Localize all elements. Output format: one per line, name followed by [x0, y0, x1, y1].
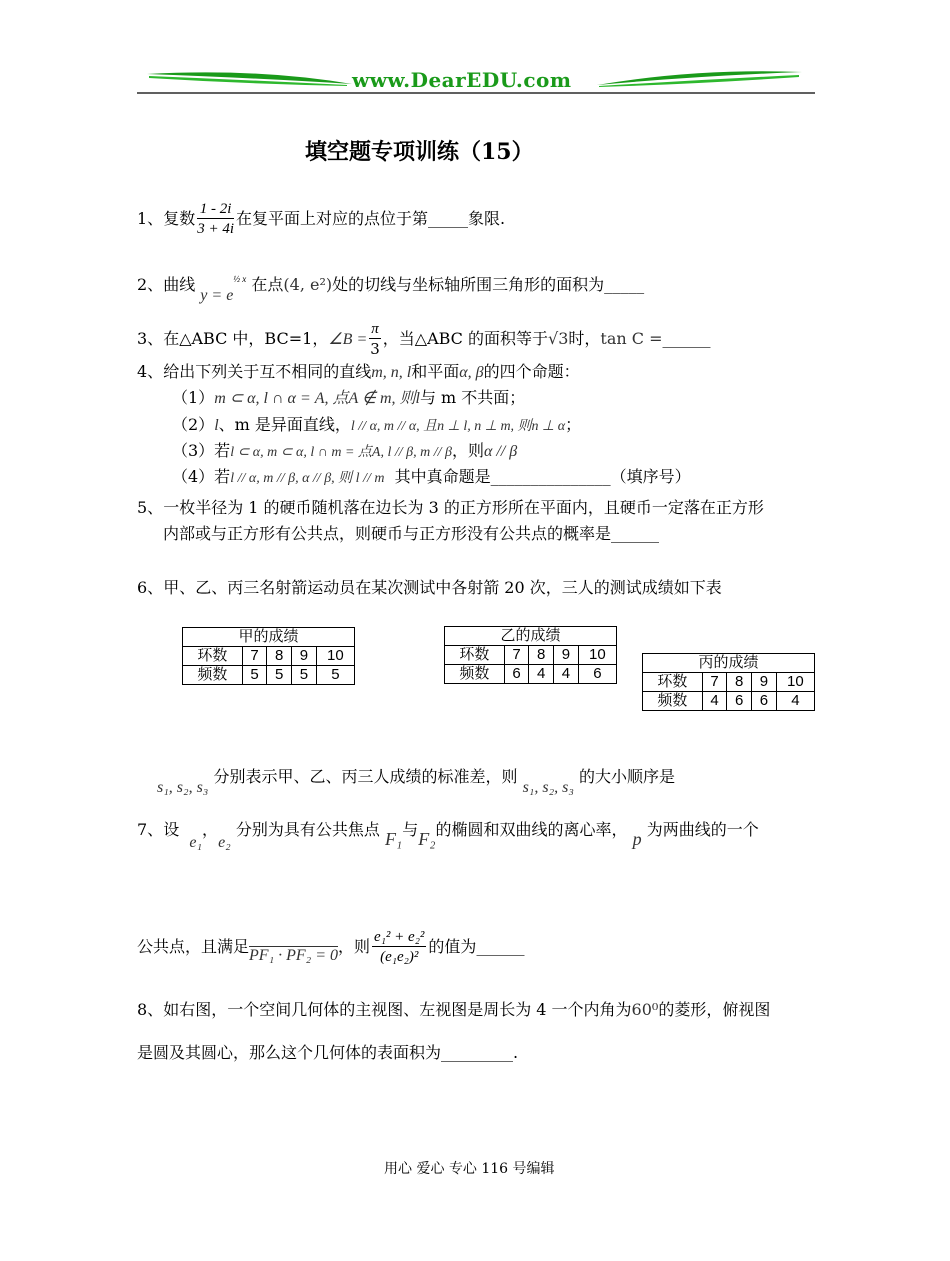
table-cell: 10 [578, 646, 616, 665]
table-cell: 环数 [445, 646, 505, 665]
table-row [445, 665, 617, 684]
question-7 [137, 818, 759, 851]
table-cell: 10 [776, 673, 814, 692]
question-text: 象限. [468, 209, 506, 228]
question-number: 4、 [137, 362, 164, 381]
table-cell: 环数 [183, 647, 243, 666]
question-text: 的椭圆和双曲线的离心率， [435, 820, 628, 839]
math-expression: y = e [200, 287, 234, 304]
question-number: 7、 [137, 820, 164, 839]
math-expression: ∠B = [328, 331, 368, 348]
answer-blank: ______ [611, 524, 660, 543]
score-table-jia [182, 627, 355, 685]
question-text: 分别表示甲、乙、丙三人成绩的标准差，则 [213, 767, 518, 786]
table-row [183, 666, 355, 685]
table-cell: 7 [702, 673, 727, 692]
table-cell: 4 [529, 665, 554, 684]
table-cell: 9 [554, 646, 579, 665]
table-row [183, 647, 355, 666]
table-cell: 5 [267, 666, 292, 685]
fraction [372, 928, 426, 967]
page-title: 填空题专项训练（15） [305, 139, 534, 165]
question-text: 给出下列关于互不相同的直线 [163, 362, 372, 381]
question-text: 曲线 [163, 275, 196, 294]
question-text: 如右图，一个空间几何体的主视图、左视图是周长为 4 一个内角为 [163, 1000, 632, 1019]
question-number: 8、 [137, 1000, 164, 1019]
table-cell: 6 [578, 665, 616, 684]
item-label: （4）若 [172, 467, 231, 486]
table-cell: 5 [242, 666, 267, 685]
question-number: 2、 [137, 275, 164, 294]
table-title: 乙的成绩 [445, 627, 617, 646]
answer-blank: ______ [476, 937, 525, 956]
proposition-2 [172, 414, 581, 438]
question-text: 甲、乙、丙三名射箭运动员在某次测试中各射箭 20 次，三人的测试成绩如下表 [163, 578, 722, 597]
question-text: 和平面 [411, 362, 460, 381]
table-title: 丙的成绩 [643, 654, 815, 673]
table-title: 甲的成绩 [183, 628, 355, 647]
table-row [643, 692, 815, 711]
question-5 [137, 497, 764, 519]
question-number: 6、 [137, 578, 164, 597]
logo-text: www.DearEDU.com [352, 68, 572, 92]
math-expression: s₁, s₂, s₃ [522, 779, 574, 796]
item-label: （2） [172, 415, 215, 434]
table-cell: 8 [529, 646, 554, 665]
question-text: 的四个命题： [483, 362, 580, 381]
question-8 [137, 999, 770, 1021]
math-exponent: ½ x [233, 274, 247, 284]
math-expression: F₁ [384, 829, 403, 849]
question-text: 公共点，且满足 [137, 937, 250, 956]
table-row [445, 646, 617, 665]
proposition-1 [172, 387, 525, 410]
proposition-4 [172, 466, 691, 490]
question-text: 在△ABC 中，BC=1， [163, 329, 329, 348]
fraction-numerator: 1 - 2i [197, 200, 234, 219]
math-expression: l [214, 417, 219, 434]
math-expression: l // α, m // α, 且n ⊥ l, n ⊥ m, 则n ⊥ α [350, 419, 566, 434]
proposition-3 [172, 440, 517, 464]
table-cell: 6 [504, 665, 529, 684]
question-8-line2 [137, 1042, 518, 1064]
table-cell: 4 [702, 692, 727, 711]
question-7-line2 [137, 928, 524, 967]
fraction-denominator: (e₁e₂)² [380, 949, 419, 965]
math-expression: 60⁰ [631, 1000, 659, 1019]
question-5-line2 [163, 523, 659, 545]
math-expression: α // β [483, 443, 518, 460]
question-text: 其中真命题是 [394, 467, 491, 486]
math-expression: √3 [548, 329, 569, 348]
question-2 [137, 268, 645, 304]
table-cell: 9 [292, 647, 317, 666]
question-text: 为两曲线的一个 [646, 820, 759, 839]
math-expression: m ⊂ α, l ∩ α = A, 点A ∉ m, 则 [214, 390, 416, 407]
answer-blank: _____ [428, 209, 469, 228]
question-text: ，则 [338, 937, 371, 956]
question-text: ， [202, 820, 219, 839]
fraction [197, 200, 234, 239]
question-text: 复数 [163, 209, 196, 228]
table-cell: 7 [242, 647, 267, 666]
table-cell: 6 [727, 692, 752, 711]
table-cell: 6 [752, 692, 777, 711]
table-cell: 5 [316, 666, 354, 685]
table-row [643, 673, 815, 692]
math-expression: e₁ [189, 834, 203, 851]
question-number: 5、 [137, 498, 164, 517]
question-text: 的菱形，俯视图 [658, 1000, 771, 1019]
math-expression: m, n, l [371, 364, 412, 381]
table-cell: 频数 [445, 665, 505, 684]
answer-blank: _____ [604, 275, 645, 294]
answer-blank: _______________ [490, 467, 611, 486]
question-text: 的值为 [428, 937, 477, 956]
question-4 [137, 361, 580, 384]
question-text: ； [565, 415, 582, 434]
answer-blank: _________ [441, 1043, 514, 1062]
math-expression: (4, e²) [283, 275, 333, 294]
question-text: ，当△ABC 的面积等于 [382, 329, 549, 348]
question-text: 、m 是异面直线， [218, 415, 351, 434]
table-cell: 7 [504, 646, 529, 665]
math-expression: e₂ [218, 834, 231, 851]
score-table-bing [642, 653, 815, 711]
math-expression: l // α, m // β, α // β, 则 l // m [230, 471, 385, 486]
table-cell: 4 [776, 692, 814, 711]
math-expression: tan C = [600, 329, 663, 348]
question-text: 设 [163, 820, 180, 839]
item-label: （1） [172, 388, 215, 407]
question-text: ，则 [451, 441, 484, 460]
question-text: 的大小顺序是 [579, 767, 676, 786]
fraction-denominator: 3 + 4i [197, 221, 234, 237]
table-cell: 频数 [183, 666, 243, 685]
table-cell: 5 [292, 666, 317, 685]
header-logo [137, 66, 815, 96]
question-text: . [513, 1043, 519, 1062]
question-text: 内部或与正方形有公共点，则硬币与正方形没有公共点的概率是 [163, 524, 612, 543]
item-label: （3）若 [172, 441, 231, 460]
question-1 [137, 200, 505, 239]
page-footer: 用心 爱心 专心 116 号编辑 [384, 1161, 555, 1177]
math-expression: F₂ [418, 829, 436, 849]
question-text: 在点 [251, 275, 284, 294]
answer-blank: ______ [662, 329, 711, 348]
question-text: 时， [568, 329, 601, 348]
question-text: 在复平面上对应的点位于第 [236, 209, 429, 228]
question-text: 与 m 不共面； [419, 388, 526, 407]
table-cell: 8 [267, 647, 292, 666]
math-expression: p [632, 829, 642, 849]
question-text: 与 [402, 820, 419, 839]
math-expression: PF₁ · PF₂ = 0 [249, 947, 339, 964]
question-text: 处的切线与坐标轴所围三角形的面积为 [332, 275, 605, 294]
question-number: 1、 [137, 209, 164, 228]
table-cell: 9 [752, 673, 777, 692]
question-3 [137, 320, 711, 359]
math-expression: s₁, s₂, s₃ [157, 779, 209, 796]
question-6 [137, 577, 722, 599]
math-expression: l [415, 390, 420, 407]
table-cell: 频数 [643, 692, 703, 711]
question-6-continuation [157, 766, 676, 796]
table-cell: 8 [727, 673, 752, 692]
math-expression: l ⊂ α, m ⊂ α, l ∩ m = 点A, l // β, m // β [230, 445, 452, 460]
math-expression: α, β [459, 364, 484, 381]
question-text: 一枚半径为 1 的硬币随机落在边长为 3 的正方形所在平面内，且硬币一定落在正方形 [163, 498, 764, 517]
fraction-denominator: 3 [370, 340, 380, 358]
table-cell: 10 [316, 647, 354, 666]
table-cell: 4 [554, 665, 579, 684]
question-text: 是圆及其圆心，那么这个几何体的表面积为 [137, 1043, 442, 1062]
score-table-yi [444, 626, 617, 684]
fraction-numerator: e₁² + e₂² [374, 929, 425, 945]
question-text: 分别为具有公共焦点 [235, 820, 380, 839]
table-cell: 环数 [643, 673, 703, 692]
question-text: （填序号） [610, 467, 691, 486]
fraction-numerator: π [371, 321, 379, 337]
question-number: 3、 [137, 329, 164, 348]
fraction [369, 320, 381, 359]
